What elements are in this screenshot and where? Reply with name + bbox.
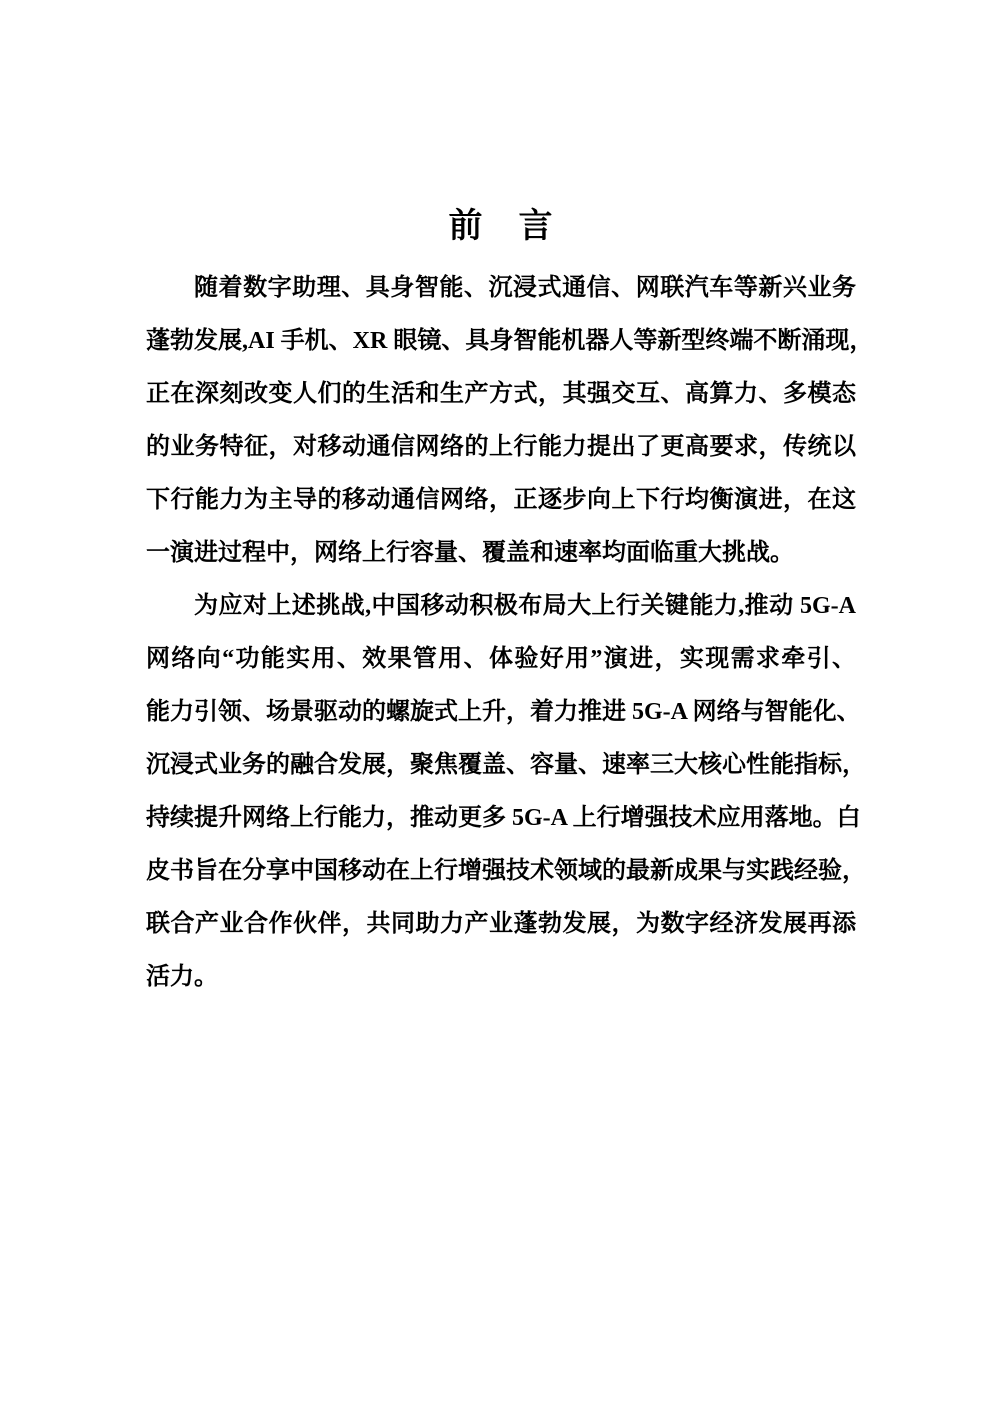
text-line: 网络向“功能实用、效果管用、体验好用”演进，实现需求牵引、: [146, 646, 856, 672]
page-title: 前 言: [448, 208, 554, 245]
text-line: 持续提升网络上行能力，推动更多 5G-A 上行增强技术应用落地。白: [146, 805, 861, 831]
text-line: 正在深刻改变人们的生活和生产方式，其强交互、高算力、多模态: [146, 381, 856, 407]
text-line: 下行能力为主导的移动通信网络，正逐步向上下行均衡演进，在这: [146, 487, 856, 513]
text-line: 活力。: [146, 964, 218, 990]
text-line: 联合产业合作伙伴，共同助力产业蓬勃发展，为数字经济发展再添: [146, 911, 856, 937]
body-paragraphs: [146, 262, 874, 1004]
text-line: 沉浸式业务的融合发展，聚焦覆盖、容量、速率三大核心性能指标，: [146, 752, 866, 778]
text-line: 为应对上述挑战,中国移动积极布局大上行关键能力,推动 5G-A: [194, 593, 856, 619]
text-line: 随着数字助理、具身智能、沉浸式通信、网联汽车等新兴业务: [194, 275, 856, 301]
text-line: 能力引领、场景驱动的螺旋式上升，着力推进 5G-A 网络与智能化、: [146, 699, 861, 725]
text-line: 一演进过程中，网络上行容量、覆盖和速率均面临重大挑战。: [146, 540, 794, 566]
text-block: [146, 204, 874, 1004]
text-line: 的业务特征，对移动通信网络的上行能力提出了更高要求，传统以: [146, 434, 856, 460]
text-line: 皮书旨在分享中国移动在上行增强技术领域的最新成果与实践经验，: [146, 858, 866, 884]
text-line: 蓬勃发展,AI 手机、XR 眼镜、具身智能机器人等新型终端不断涌现，: [146, 328, 874, 354]
paragraph-2: [146, 580, 866, 1004]
paragraph-1: [146, 262, 874, 580]
